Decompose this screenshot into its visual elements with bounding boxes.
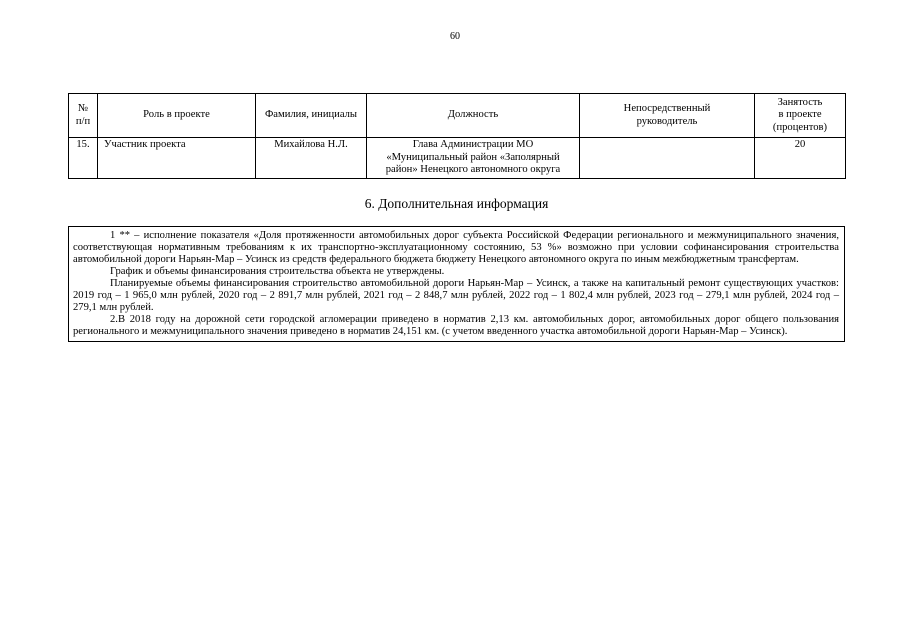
header-supervisor: Непосредственный руководитель bbox=[580, 94, 755, 138]
info-line: График и объемы финансирования строительства объекта не утверждены. bbox=[110, 266, 445, 277]
cell-workload: 20 bbox=[755, 138, 846, 179]
info-line: Планируемые объемы финансирования строительство автомобильной дороги Нарьян-Мар – Усинск, а также на капитальный ремонт существующих участков: bbox=[110, 278, 839, 289]
info-paragraph bbox=[73, 266, 839, 278]
page-number: 60 bbox=[450, 31, 460, 42]
info-paragraph bbox=[73, 278, 839, 314]
table-header-row bbox=[69, 94, 846, 138]
additional-info-box bbox=[68, 226, 845, 342]
project-team-table bbox=[68, 93, 846, 179]
info-line: соответствующая нормативным требованиям к их транспортно-эксплуатационному состоянию, 53 %» возможно при условии софинансирования строительства bbox=[73, 242, 839, 253]
cell-name: Михайлова Н.Л. bbox=[256, 138, 367, 179]
header-name: Фамилия, инициалы bbox=[256, 94, 367, 138]
info-line: 2.В 2018 году на дорожной сети городской агломерации приведено в норматив 2,13 км. автомобильных дорог, автомобильных дорог общего пользования bbox=[110, 314, 839, 325]
header-position: Должность bbox=[367, 94, 580, 138]
cell-position: Глава Администрации МО «Муниципальный район «Заполярный район» Ненецкого автономного округа bbox=[367, 138, 580, 179]
info-line: 1 ** – исполнение показателя «Доля протяженности автомобильных дорог субъекта Российской Федерации регионального и межмуниципального значения, bbox=[110, 230, 839, 241]
header-workload: Занятость в проекте (процентов) bbox=[755, 94, 846, 138]
section-title: 6. Дополнительная информация bbox=[364, 196, 549, 211]
cell-supervisor bbox=[580, 138, 755, 179]
header-role: Роль в проекте bbox=[98, 94, 256, 138]
cell-number: 15. bbox=[69, 138, 98, 179]
table-row bbox=[69, 138, 846, 179]
info-line: 2019 год – 1 965,0 млн рублей, 2020 год – 2 891,7 млн рублей, 2021 год – 2 848,7 млн рублей, 2022 год – 1 802,4 млн рублей, 2023 год – 279,1 млн рублей, 2024 год – bbox=[73, 290, 839, 301]
info-line: регионального и межмуниципального значения приведено в норматив 24,151 км. (с учетом введенного участка автомобильной дороги Нарьян-Мар – Усинск). bbox=[73, 326, 788, 337]
cell-role: Участник проекта bbox=[98, 138, 256, 179]
info-line: автомобильной дороги Нарьян-Мар – Усинск из средств федерального бюджета бюджету Ненецкого автономного округа по иным межбюджетным трансфертам. bbox=[73, 254, 799, 265]
header-number: № п/п bbox=[69, 94, 98, 138]
info-paragraph bbox=[73, 314, 839, 338]
info-line: 279,1 млн рублей. bbox=[73, 302, 154, 313]
info-paragraph bbox=[73, 230, 839, 266]
